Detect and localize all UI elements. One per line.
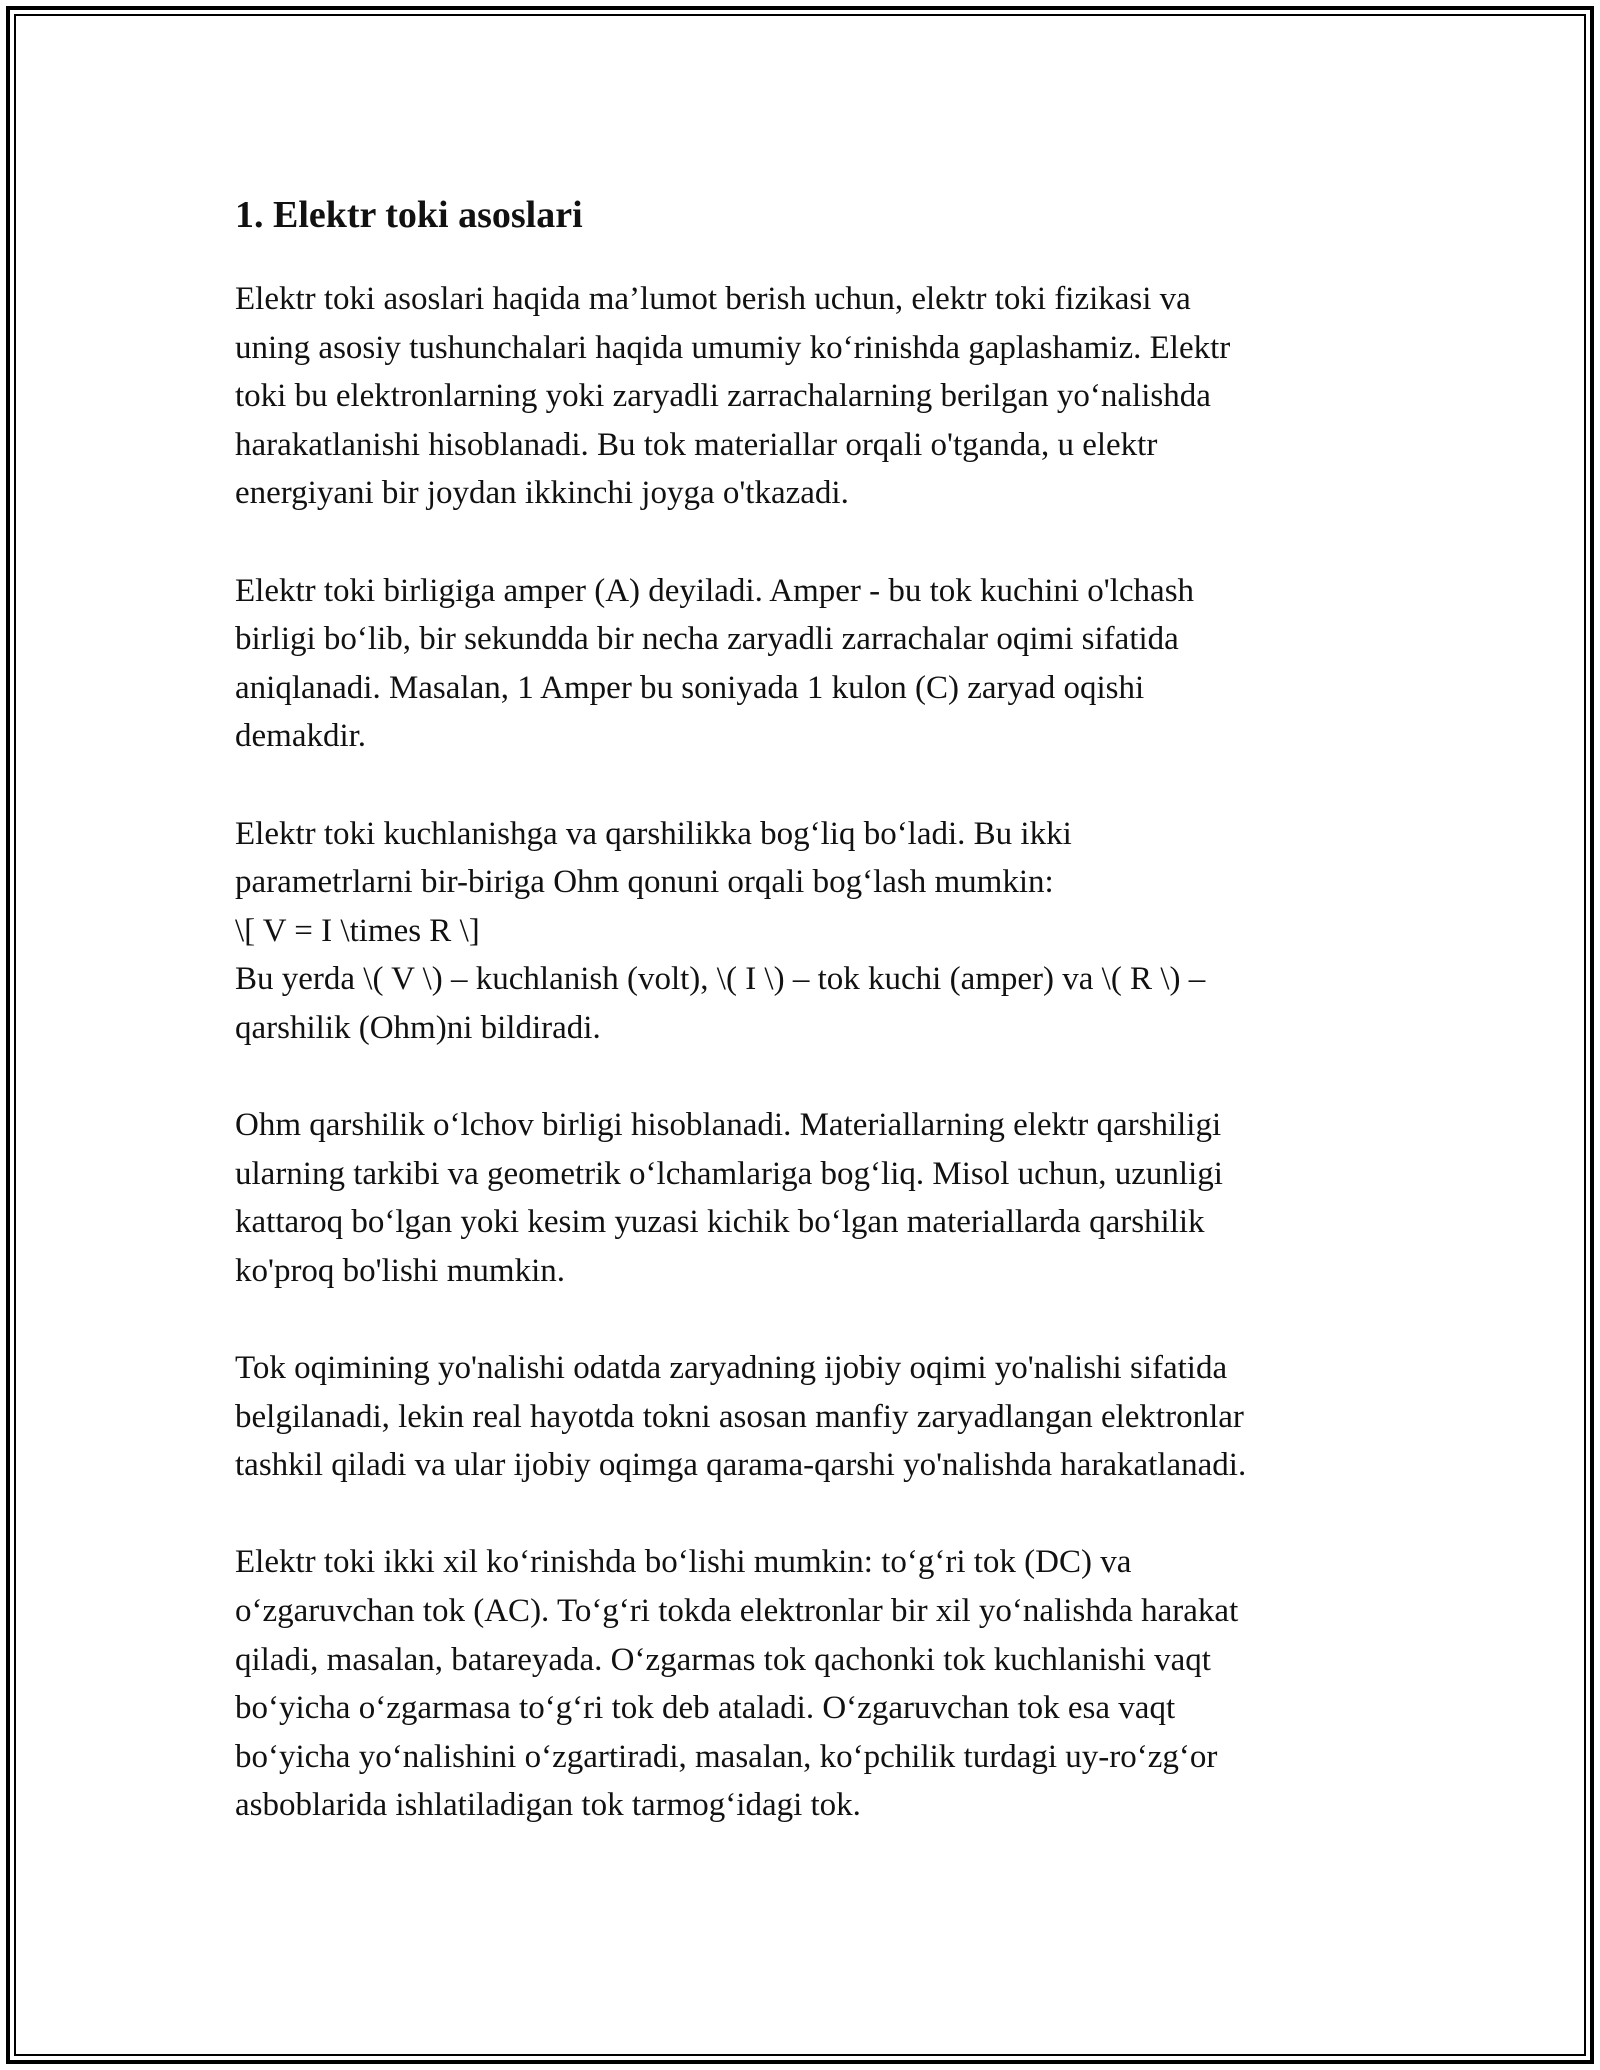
text-line: ularning tarkibi va geometrik oʻlchamlariga bogʻliq. Misol uchun, uzunligi: [235, 1155, 1223, 1192]
paragraph-current-direction: [235, 1344, 1375, 1490]
text-line: parametrlarni bir-biriga Ohm qonuni orqali bogʻlash mumkin:: [235, 864, 1054, 901]
text-line: Elektr toki kuchlanishga va qarshilikka bogʻliq boʻladi. Bu ikki: [235, 815, 1072, 852]
text-line: asboblarida ishlatiladigan tok tarmogʻidagi tok.: [235, 1787, 861, 1824]
paragraph-resistance: [235, 1101, 1375, 1295]
text-line: kattaroq boʻlgan yoki kesim yuzasi kichik boʻlgan materiallarda qarshilik: [235, 1204, 1205, 1241]
text-line: Elektr toki asoslari haqida ma’lumot berish uchun, elektr toki fizikasi va: [235, 281, 1191, 317]
text-line: birligi boʻlib, bir sekundda bir necha zaryadli zarrachalar oqimi sifatida: [235, 621, 1179, 658]
text-line: belgilanadi, lekin real hayotda tokni asosan manfiy zaryadlangan elektronlar: [235, 1398, 1244, 1435]
text-line: toki bu elektronlarning yoki zaryadli zarrachalarning berilgan yoʻnalishda: [235, 378, 1211, 415]
text-line: qarshilik (Ohm)ni bildiradi.: [235, 1009, 601, 1046]
paragraph-intro: [235, 275, 1375, 518]
text-line: Bu yerda \( V \) – kuchlanish (volt), \( I \) – tok kuchi (amper) va \( R \) –: [235, 961, 1206, 998]
text-line: tashkil qiladi va ular ijobiy oqimga qarama-qarshi yo'nalishda harakatlanadi.: [235, 1447, 1247, 1484]
text-line: Tok oqimining yo'nalishi odatda zaryadning ijobiy oqimi yo'nalishi sifatida: [235, 1350, 1228, 1387]
section-heading: 1. Elektr toki asoslari: [235, 194, 583, 236]
text-line: boʻyicha yoʻnalishini oʻzgartiradi, masalan, koʻpchilik turdagi uy-roʻzgʻor: [235, 1738, 1218, 1775]
text-line: Ohm qarshilik oʻlchov birligi hisoblanadi. Materiallarning elektr qarshiligi: [235, 1107, 1222, 1144]
text-line: uning asosiy tushunchalari haqida umumiy koʻrinishda gaplashamiz. Elektr: [235, 329, 1231, 366]
text-line: Elektr toki ikki xil koʻrinishda boʻlishi mumkin: toʻgʻri tok (DC) va: [235, 1544, 1132, 1581]
document-body: [235, 185, 1375, 1830]
paragraph-dc-ac: [235, 1538, 1375, 1830]
formula-line: \[ V = I \times R \]: [235, 912, 480, 949]
text-line: ko'proq bo'lishi mumkin.: [235, 1252, 565, 1289]
text-line: boʻyicha oʻzgarmasa toʻgʻri tok deb ataladi. Oʻzgaruvchan tok esa vaqt: [235, 1690, 1176, 1727]
paragraph-ohm-law: [235, 810, 1375, 1053]
text-line: oʻzgaruvchan tok (AC). Toʻgʻri tokda elektronlar bir xil yoʻnalishda harakat: [235, 1593, 1239, 1630]
text-line: qiladi, masalan, batareyada. Oʻzgarmas tok qachonki tok kuchlanishi vaqt: [235, 1641, 1211, 1678]
text-line: demakdir.: [235, 718, 367, 755]
text-line: energiyani bir joydan ikkinchi joyga o'tkazadi.: [235, 475, 849, 512]
text-line: harakatlanishi hisoblanadi. Bu tok materiallar orqali o'tganda, u elektr: [235, 426, 1158, 463]
text-line: aniqlanadi. Masalan, 1 Amper bu soniyada 1 kulon (C) zaryad oqishi: [235, 669, 1145, 706]
text-line: Elektr toki birligiga amper (A) deyiladi. Amper - bu tok kuchini o'lchash: [235, 572, 1195, 609]
paragraph-ampere: [235, 567, 1375, 761]
